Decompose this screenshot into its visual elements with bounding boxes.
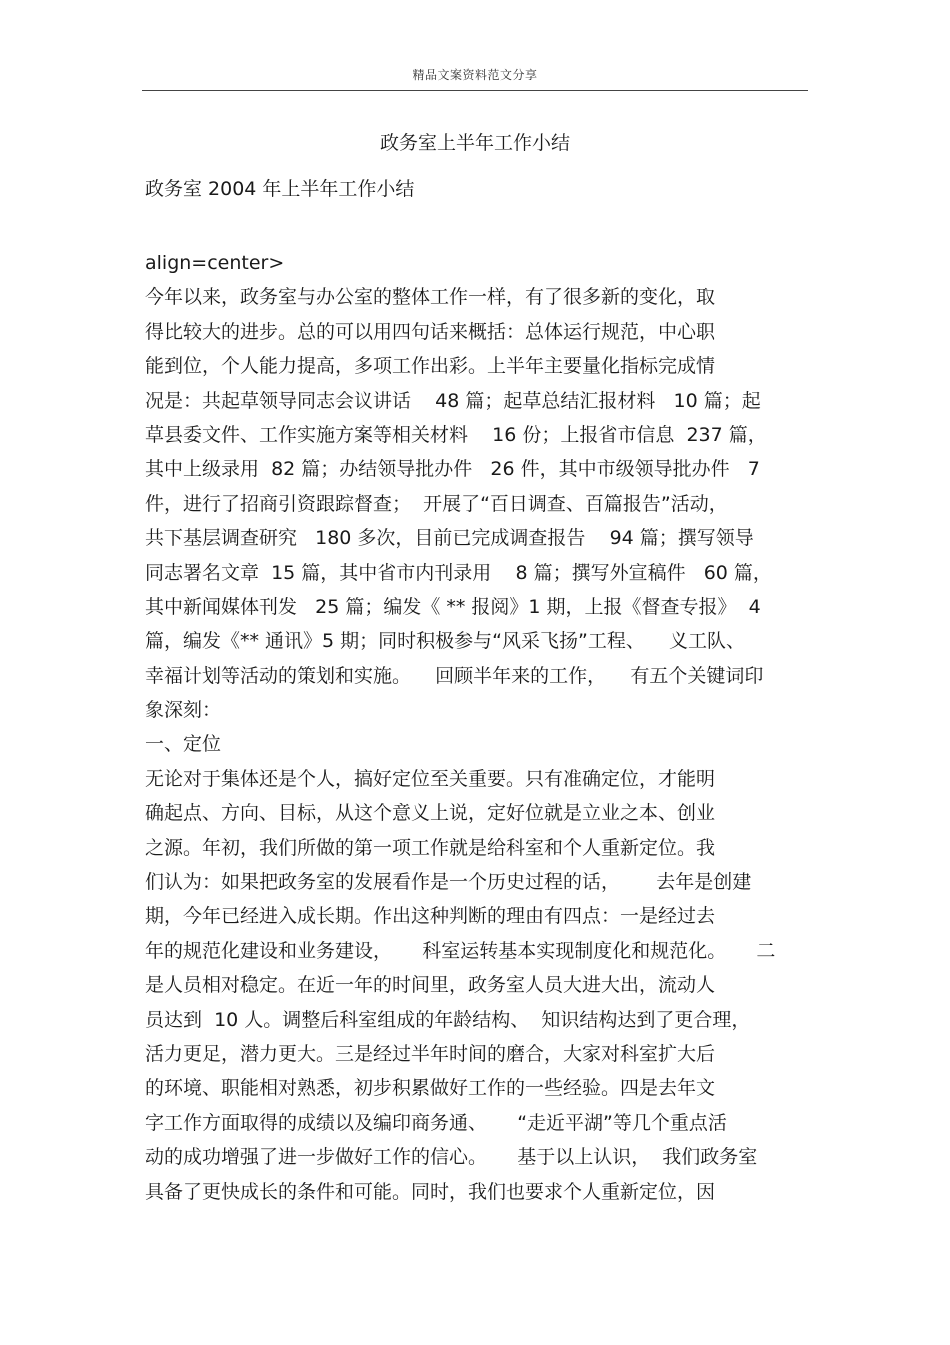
body-text-line: 得比较大的进步。总的可以用四句话来概括：总体运行规范，中心职 — [145, 320, 716, 343]
body-text-line: 是人员相对稳定。在近一年的时间里，政务室人员大进大出，流动人 — [145, 974, 716, 997]
header-divider — [142, 90, 808, 91]
body-text-line: 件，进行了招商引资跟踪督查； 开展了“百日调查、百篇报告”活动， — [145, 492, 728, 515]
body-text-line: 同志署名文章 15 篇，其中省市内刊录用 8 篇；撰写外宣稿件 60 篇， — [145, 561, 772, 584]
body-text-line: 员达到 10 人。调整后科室组成的年龄结构、 知识结构达到了更合理， — [145, 1008, 751, 1031]
body-text-line: 象深刻： — [145, 699, 222, 722]
body-text-line: 能到位，个人能力提高，多项工作出彩。上半年主要量化指标完成情 — [145, 355, 716, 378]
body-text-line: 活力更足，潜力更大。三是经过半年时间的磨合，大家对科室扩大后 — [145, 1042, 716, 1065]
body-text-line: 况是：共起草领导同志会议讲话 48 篇；起草总结汇报材料 10 篇；起 — [145, 389, 761, 412]
page-header-text: 精品文案资料范文分享 — [412, 68, 538, 82]
body-text-line: 草县委文件、工作实施方案等相关材料 16 份；上报省市信息 237 篇， — [145, 423, 767, 446]
body-text-line: 具备了更快成长的条件和可能。同时，我们也要求个人重新定位，因 — [145, 1180, 716, 1203]
body-text-line: 其中新闻媒体刊发 25 篇；编发《 ** 报阅》1 期，上报《督查专报》 4 — [145, 595, 761, 618]
body-text-line: 确起点、方向、目标，从这个意义上说，定好位就是立业之本、创业 — [145, 802, 716, 825]
document-body — [145, 246, 815, 1209]
body-text-line: 字工作方面取得的成绩以及编印商务通、 “走近平湖”等几个重点活 — [145, 1111, 727, 1134]
body-text-line: 无论对于集体还是个人，搞好定位至关重要。只有准确定位，才能明 — [145, 767, 716, 790]
body-text-line: 今年以来，政务室与办公室的整体工作一样，有了很多新的变化，取 — [145, 286, 716, 309]
body-text-line: 篇，编发《** 通讯》5 期；同时积极参与“风采飞扬”工程、 义工队、 — [145, 630, 746, 653]
document-title: 政务室上半年工作小结 — [379, 132, 570, 154]
body-text-line: 的环境、职能相对熟悉，初步积累做好工作的一些经验。四是去年文 — [145, 1077, 716, 1100]
body-text-line: 一、定位 — [145, 733, 222, 756]
body-text-line: 其中上级录用 82 篇；办结领导批办件 26 件，其中市级领导批办件 7 — [145, 458, 760, 481]
document-subtitle: 政务室 2004 年上半年工作小结 — [145, 178, 415, 200]
body-text-line: 们认为：如果把政务室的发展看作是一个历史过程的话， 去年是创建 — [145, 871, 752, 894]
body-text-line: align=center> — [145, 252, 285, 274]
body-text-line: 共下基层调查研究 180 多次，目前已完成调查报告 94 篇；撰写领导 — [145, 527, 754, 550]
body-text-line: 动的成功增强了进一步做好工作的信心。 基于以上认识， 我们政务室 — [145, 1146, 758, 1169]
body-text-line: 幸福计划等活动的策划和实施。 回顾半年来的工作， 有五个关键词印 — [145, 664, 764, 687]
body-text-line: 期，今年已经进入成长期。作出这种判断的理由有四点：一是经过去 — [145, 905, 716, 928]
body-text-line: 年的规范化建设和业务建设， 科室运转基本实现制度化和规范化。 二 — [145, 939, 776, 962]
body-text-line: 之源。年初，我们所做的第一项工作就是给科室和个人重新定位。我 — [145, 836, 716, 859]
